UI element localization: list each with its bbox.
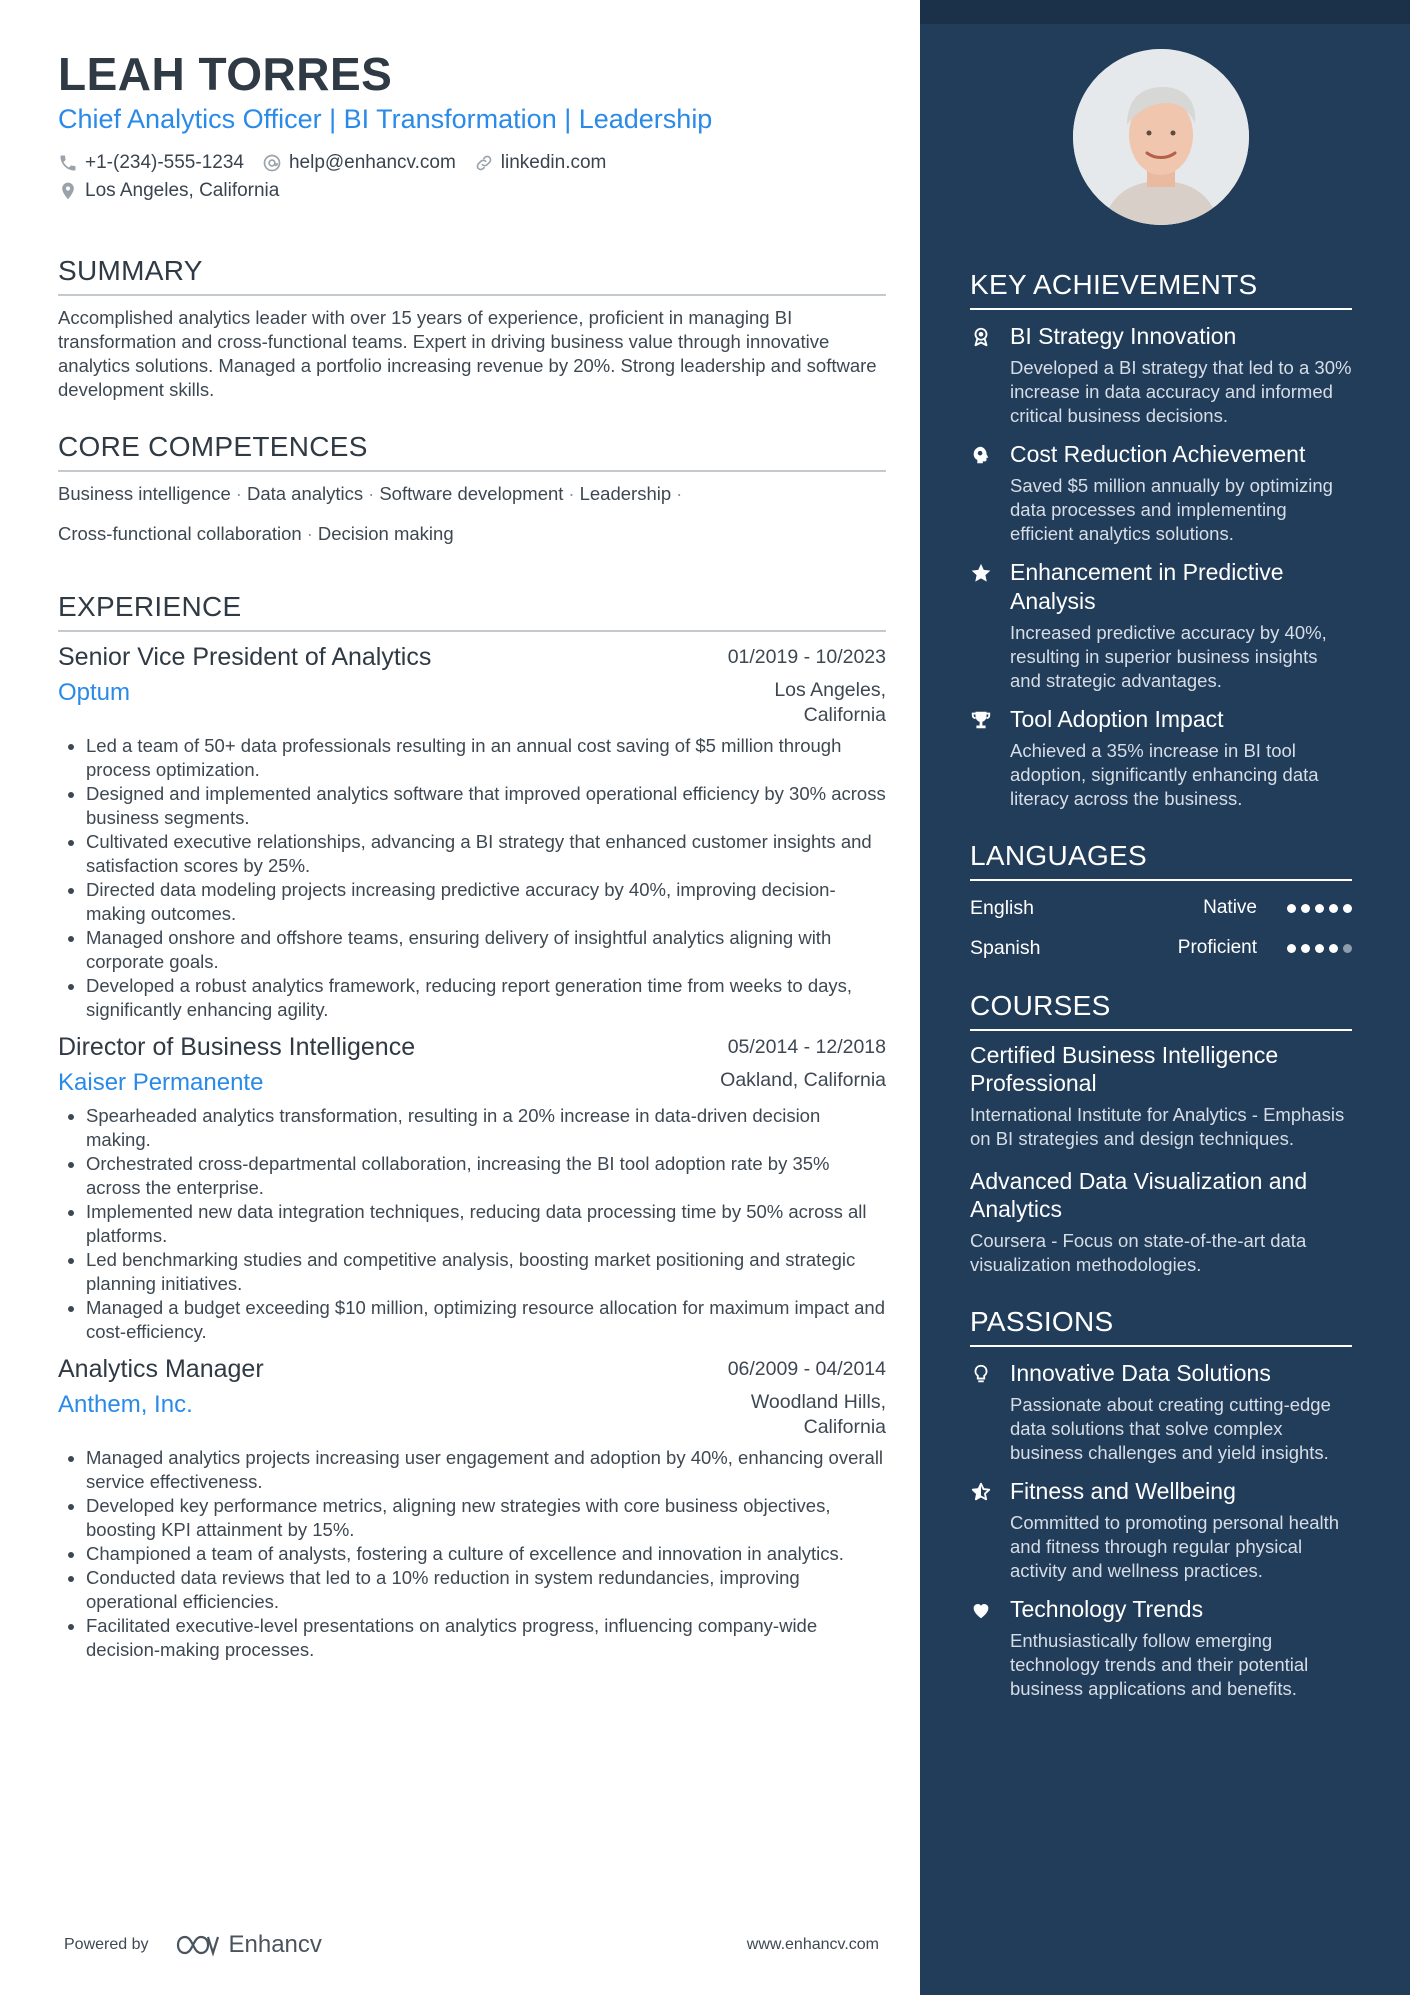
- star-outline-icon: [970, 1481, 992, 1503]
- job-company: Kaiser Permanente: [58, 1069, 264, 1096]
- language-level: Proficient: [1177, 937, 1257, 958]
- rating-dot: [1315, 944, 1324, 953]
- rating-dot: [1301, 944, 1310, 953]
- rating-dot: [1343, 944, 1352, 953]
- course-item: [970, 1167, 1352, 1277]
- avatar-illustration: [1073, 49, 1249, 225]
- achievement-item: [970, 322, 1352, 428]
- sidebar-content: [970, 268, 1352, 1701]
- achievement-desc: Developed a BI strategy that led to a 30% increase in data accuracy and informed critical business decisions.: [1010, 357, 1352, 426]
- bullet-item: Led a team of 50+ data professionals resulting in an annual cost saving of $5 million through process optimization.: [58, 734, 886, 782]
- candidate-name: LEAH TORRES: [58, 48, 393, 100]
- job-title: Director of Business Intelligence: [58, 1033, 416, 1061]
- phone-contact[interactable]: [58, 152, 244, 174]
- brain-icon: [970, 444, 992, 466]
- courses-title: COURSES: [970, 989, 1352, 1031]
- brand-name: Enhancv: [228, 1931, 322, 1958]
- heart-icon: [970, 1599, 992, 1621]
- phone-text: +1-(234)-555-1234: [85, 152, 244, 173]
- bullet-item: Developed key performance metrics, aligning new strategies with core business objectives, boosting KPI attainment by 15%.: [58, 1494, 886, 1542]
- job-location: Los Angeles, California: [774, 679, 886, 726]
- achievement-item: [970, 558, 1352, 693]
- achievement-item: [970, 705, 1352, 811]
- experience-title: EXPERIENCE: [58, 590, 886, 632]
- award-icon: [970, 326, 992, 348]
- phone-icon: [58, 153, 78, 173]
- job-entry: [58, 640, 886, 1022]
- course-title: Certified Business Intelligence Professional: [970, 1042, 1279, 1096]
- language-name: Spanish: [970, 937, 1041, 959]
- achievement-desc: Increased predictive accuracy by 40%, resulting in superior business insights and strategic advantages.: [1010, 622, 1327, 691]
- rating-dot: [1329, 944, 1338, 953]
- achievement-title: BI Strategy Innovation: [1010, 323, 1237, 349]
- job-dates: 01/2019 - 10/2023: [727, 646, 886, 668]
- competences-section: [58, 430, 886, 554]
- at-icon: [262, 153, 282, 173]
- passion-desc: Committed to promoting personal health and fitness through regular physical activity and wellness practices.: [1010, 1512, 1340, 1581]
- competences-title: CORE COMPETENCES: [58, 430, 886, 472]
- rating-dot: [1329, 904, 1338, 913]
- summary-title: SUMMARY: [58, 254, 886, 296]
- achievement-desc: Achieved a 35% increase in BI tool adoption, significantly enhancing data literacy across the business.: [1010, 740, 1319, 809]
- bullet-item: Championed a team of analysts, fostering a culture of excellence and innovation in analytics.: [58, 1542, 886, 1566]
- link-icon: [474, 153, 494, 173]
- passions-section: [970, 1305, 1352, 1701]
- profile-photo: [1073, 49, 1249, 225]
- courses-section: [970, 989, 1352, 1277]
- bullet-item: Managed onshore and offshore teams, ensuring delivery of insightful analytics aligning with corporate goals.: [58, 926, 886, 974]
- bullet-item: Managed analytics projects increasing user engagement and adoption by 40%, enhancing overall service effectiveness.: [58, 1446, 886, 1494]
- bullet-item: Implemented new data integration techniques, reducing data processing time by 50% across all platforms.: [58, 1200, 886, 1248]
- language-rating: [1287, 904, 1352, 913]
- sidebar-top-bar: [920, 0, 1410, 24]
- location-row: [58, 180, 886, 202]
- passion-title: Fitness and Wellbeing: [1010, 1478, 1236, 1504]
- achievements-section: [970, 268, 1352, 811]
- languages-title: LANGUAGES: [970, 839, 1352, 881]
- passion-desc: Passionate about creating cutting-edge data solutions that solve complex business challenges and yield insights.: [1010, 1394, 1331, 1463]
- job-location: Oakland, California: [720, 1069, 886, 1091]
- bullet-item: Cultivated executive relationships, advancing a BI strategy that enhanced customer insights and satisfaction scores by 25%.: [58, 830, 886, 878]
- achievement-item: [970, 440, 1352, 546]
- brand-logo[interactable]: [175, 1931, 322, 1959]
- summary-section: [58, 254, 886, 402]
- headline: Chief Analytics Officer | BI Transformation | Leadership: [58, 104, 713, 134]
- course-item: [970, 1041, 1352, 1151]
- language-row: [970, 895, 1352, 921]
- competences-list: Business intelligence · Data analytics · Software development · Leadership · Cross-functional collaboration · Decision making: [58, 483, 683, 544]
- lightbulb-icon: [970, 1363, 992, 1385]
- passion-title: Technology Trends: [1010, 1596, 1204, 1622]
- job-title: Analytics Manager: [58, 1355, 264, 1383]
- experience-section: [58, 590, 886, 1662]
- powered-by: [64, 1931, 322, 1959]
- job-title: Senior Vice President of Analytics: [58, 643, 432, 671]
- job-company: Anthem, Inc.: [58, 1391, 193, 1418]
- linkedin-text: linkedin.com: [500, 152, 607, 173]
- passions-title: PASSIONS: [970, 1305, 1352, 1347]
- achievement-title: Cost Reduction Achievement: [1010, 441, 1306, 467]
- bullet-item: Conducted data reviews that led to a 10% reduction in system redundancies, improving operational efficiencies.: [58, 1566, 886, 1614]
- contact-row: [58, 152, 886, 174]
- bullet-item: Designed and implemented analytics software that improved operational efficiency by 30% across business segments.: [58, 782, 886, 830]
- job-bullets: [58, 1446, 886, 1662]
- job-dates: 06/2009 - 04/2014: [727, 1358, 886, 1380]
- achievement-title: Tool Adoption Impact: [1010, 706, 1224, 732]
- job-entry: [58, 1352, 886, 1662]
- passion-item: [970, 1359, 1352, 1465]
- bullet-item: Orchestrated cross-departmental collaboration, increasing the BI tool adoption rate by 35% across the enterprise.: [58, 1152, 886, 1200]
- bullet-item: Led benchmarking studies and competitive analysis, boosting market positioning and strategic planning initiatives.: [58, 1248, 886, 1296]
- languages-section: [970, 839, 1352, 961]
- passion-item: [970, 1595, 1352, 1701]
- summary-text: Accomplished analytics leader with over 15 years of experience, proficient in managing BI transformation and cross-functional teams. Expert in driving business value through innovative analytics solutions. Managed a portfolio increasing revenue by 20%. Strong leadership and software development skills.: [58, 307, 877, 400]
- rating-dot: [1343, 904, 1352, 913]
- enhancv-logo-icon: [175, 1933, 221, 1957]
- competence-item: Software development: [379, 483, 564, 504]
- language-level: Native: [1203, 897, 1257, 918]
- rating-dot: [1315, 904, 1324, 913]
- bullet-item: Directed data modeling projects increasing predictive accuracy by 40%, improving decision-making outcomes.: [58, 878, 886, 926]
- sidebar: [920, 0, 1410, 1995]
- course-desc: Coursera - Focus on state-of-the-art data visualization methodologies.: [970, 1230, 1307, 1275]
- star-icon: [970, 562, 992, 584]
- passion-desc: Enthusiastically follow emerging technology trends and their potential business applications and benefits.: [1010, 1630, 1309, 1699]
- language-row: [970, 935, 1352, 961]
- passion-title: Innovative Data Solutions: [1010, 1360, 1271, 1386]
- achievements-title: KEY ACHIEVEMENTS: [970, 268, 1352, 310]
- job-bullets: [58, 734, 886, 1022]
- rating-dot: [1287, 904, 1296, 913]
- language-name: English: [970, 897, 1034, 919]
- rating-dot: [1287, 944, 1296, 953]
- location-text: Los Angeles, California: [85, 180, 280, 201]
- job-dates: 05/2014 - 12/2018: [727, 1036, 886, 1058]
- location-pin-icon: [58, 181, 78, 201]
- course-desc: International Institute for Analytics - Emphasis on BI strategies and design techniques.: [970, 1104, 1345, 1149]
- achievement-desc: Saved $5 million annually by optimizing data processes and implementing efficient analytics solutions.: [1010, 475, 1333, 544]
- passion-item: [970, 1477, 1352, 1583]
- competence-item: Data analytics: [246, 483, 364, 504]
- footer: [64, 1931, 879, 1959]
- bullet-item: Facilitated executive-level presentations on analytics progress, influencing company-wide decision-making processes.: [58, 1614, 886, 1662]
- bullet-item: Developed a robust analytics framework, reducing report generation time from weeks to days, significantly enhancing agility.: [58, 974, 886, 1022]
- linkedin-contact[interactable]: [474, 152, 607, 174]
- job-company: Optum: [58, 679, 131, 706]
- competence-item: Decision making: [317, 523, 454, 544]
- competence-item: Cross-functional collaboration: [58, 523, 302, 544]
- rating-dot: [1301, 904, 1310, 913]
- email-text: help@enhancv.com: [288, 152, 456, 173]
- job-bullets: [58, 1104, 886, 1344]
- job-location: Woodland Hills, California: [750, 1391, 886, 1438]
- language-rating: [1287, 944, 1352, 953]
- achievement-title: Enhancement in Predictive Analysis: [1010, 559, 1284, 614]
- email-contact[interactable]: [262, 152, 456, 174]
- course-title: Advanced Data Visualization and Analytics: [970, 1168, 1308, 1222]
- bullet-item: Managed a budget exceeding $10 million, optimizing resource allocation for maximum impact and cost-efficiency.: [58, 1296, 886, 1344]
- job-entry: [58, 1030, 886, 1344]
- powered-by-label: Powered by: [64, 1936, 149, 1953]
- bullet-item: Spearheaded analytics transformation, resulting in a 20% increase in data-driven decision making.: [58, 1104, 886, 1152]
- competence-item: Leadership: [579, 483, 672, 504]
- trophy-icon: [970, 709, 992, 731]
- footer-url[interactable]: www.enhancv.com: [746, 1936, 879, 1953]
- competence-item: Business intelligence: [58, 483, 231, 504]
- location-contact: [58, 180, 279, 202]
